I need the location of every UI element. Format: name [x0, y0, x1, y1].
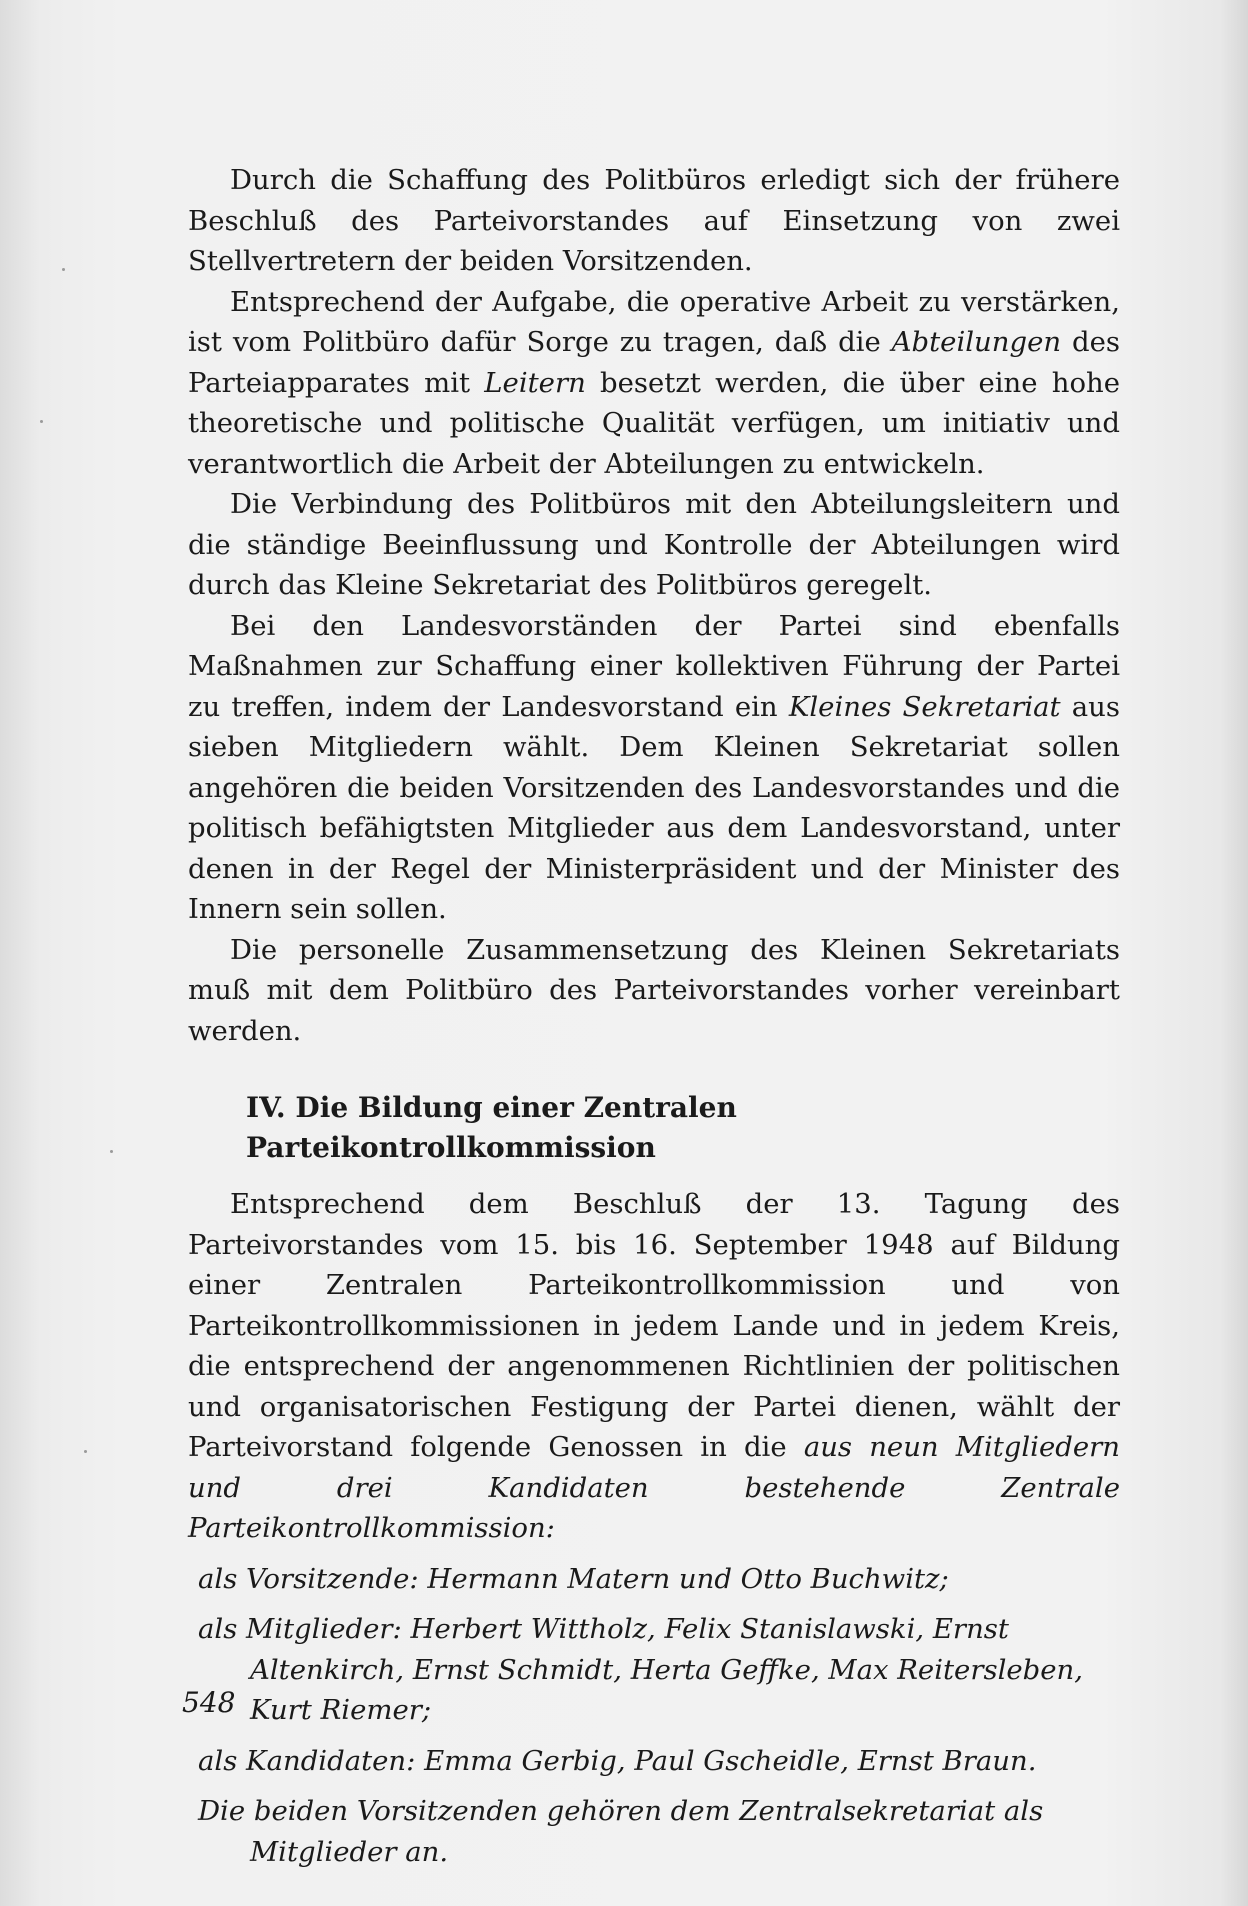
emphasis-kommission: aus neun Mitgliedern und drei Kandidaten bestehende Zentrale Parteikontrollkommission: [188, 1431, 1120, 1544]
text-run: Bei den Landesvorständen der Partei sind ebenfalls Maßnahmen zur Schaffung einer kollektiven Führung der Partei zu treffen, indem der Landesvorstand ein [188, 609, 1120, 723]
page-text [188, 160, 1120, 1882]
scan-speck [110, 1150, 113, 1153]
text-run: des Parteiapparates mit [188, 326, 1120, 399]
text-run: Entsprechend der Aufgabe, die operative Arbeit zu verstärken, ist vom Politbüro dafür Sorge zu tragen, daß die [188, 285, 1120, 358]
list-item-kandidaten: als Kandidaten: Emma Gerbig, Paul Gscheidle, Ernst Braun. [198, 1744, 1037, 1777]
section-heading: IV. Die Bildung einer Zentralen Parteikontrollkommission [246, 1091, 737, 1164]
paragraph-zusammensetzung: Die personelle Zusammensetzung des Kleinen Sekretariats muß mit dem Politbüro des Parteivorstandes vorher vereinbart werden. [188, 933, 1120, 1047]
emphasis-abteilungen: Abteilungen [891, 326, 1062, 358]
page-number: 548 [182, 1686, 236, 1719]
paragraph-verbindung: Die Verbindung des Politbüros mit den Abteilungsleitern und die ständige Beeinflussung und Kontrolle der Abteilungen wird durch das Kleine Sekretariat des Politbüros geregelt. [188, 488, 1120, 601]
emphasis-leitern: Leitern [484, 366, 586, 399]
paragraph-abteilungen [188, 282, 1120, 485]
text-run: Entsprechend dem Beschluß der 13. Tagung des Parteivorstandes vom 15. bis 16. September 1948 auf Bildung einer Zentralen Parteikontrollkommission und von Parteikontrollkommissionen in jedem Lande und in jedem Kreis, die entsprechend der angenommenen Richtlinien der politischen und organisatorischen Festigung der Partei dienen, wählt der Parteivorstand folgende Genossen in die [188, 1188, 1120, 1463]
member-list [188, 1559, 1120, 1873]
scan-speck [62, 268, 65, 271]
emphasis-kleines-sekretariat: Kleines Sekretariat [788, 690, 1061, 723]
paragraph-beschluss [188, 1184, 1120, 1549]
paragraph-landesvorstaende [188, 606, 1120, 930]
list-item-mitglieder: als Mitglieder: Herbert Wittholz, Felix Stanislawski, Ernst Altenkirch, Ernst Schmidt, Herta Geffke, Max Reitersleben, Kurt Riemer; [198, 1613, 1083, 1726]
text-run: besetzt werden, die über eine hohe theoretische und politische Qualität verfügen, um initiativ und verantwortlich die Arbeit der Abteilungen zu entwickeln. [188, 366, 1121, 480]
text-run: aus sieben Mitgliedern wählt. Dem Kleinen Sekretariat sollen angehören die beiden Vorsitzenden des Landesvorstandes und die politisch befähigtsten Mitglieder aus dem Landesvorstand, unter denen in der Regel der Ministerpräsident und der Minister des Innern sein sollen. [188, 690, 1120, 925]
scan-speck [84, 1450, 87, 1453]
paragraph-politbuero: Durch die Schaffung des Politbüros erledigt sich der frühere Beschluß des Parteivorstandes auf Einsetzung von zwei Stellvertretern der beiden Vorsitzenden. [188, 164, 1120, 277]
scan-speck [40, 420, 43, 423]
list-item-vorsitzende: als Vorsitzende: Hermann Matern und Otto Buchwitz; [198, 1562, 949, 1595]
list-item-zentralsekretariat: Die beiden Vorsitzenden gehören dem Zentralsekretariat als Mitglieder an. [198, 1795, 1044, 1868]
